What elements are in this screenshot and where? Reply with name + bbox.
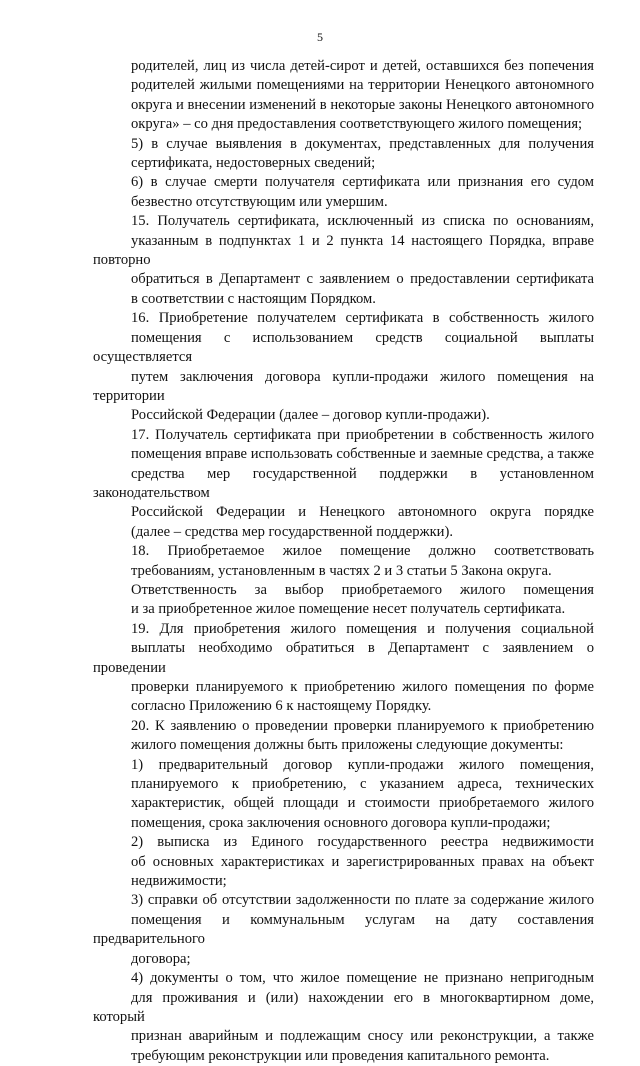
paragraph-p19: [93, 620, 594, 717]
text-line: сертификата, недостоверных сведений;: [131, 155, 376, 172]
text-line: 19. Для приобретения жилого помещения и получения социальной: [131, 620, 594, 637]
text-line: 1) предварительный договор купли-продажи жилого помещения,: [131, 756, 594, 773]
paragraph-p20-1: [93, 756, 594, 834]
page-number: 5: [317, 30, 323, 44]
text-line: планируемого к приобретению, с указанием адреса, технических: [131, 776, 594, 793]
text-line: средства мер государственной поддержки в установленном законодательством: [93, 465, 594, 501]
text-line: Российской Федерации и Ненецкого автономного округа порядке: [131, 504, 594, 521]
text-line: признан аварийным и подлежащим сносу или реконструкции, а также: [131, 1028, 594, 1045]
paragraph-p0-cont: [93, 57, 594, 135]
text-line: указанным в подпунктах 1 и 2 пункта 14 настоящего Порядка, вправе повторно: [93, 232, 594, 269]
text-line: 20. К заявлению о проведении проверки планируемого к приобретению: [131, 717, 594, 734]
text-line: недвижимости;: [131, 873, 227, 890]
text-line: требованиям, установленным в частях 2 и 3 статьи 5 Закона округа.: [131, 562, 552, 579]
text-line: в соответствии с настоящим Порядком.: [131, 290, 376, 307]
text-line: Российской Федерации (далее – договор купли-продажи).: [131, 407, 490, 424]
text-line: округа и внесении изменений в некоторые законы Ненецкого автономного: [131, 96, 594, 113]
text-line: 18. Приобретаемое жилое помещение должно соответствовать: [131, 543, 594, 560]
text-line: требующим реконструкции или проведения капитального ремонта.: [131, 1047, 550, 1064]
text-line: (далее – средства мер государственной поддержки).: [131, 523, 454, 540]
paragraph-p18: [93, 542, 594, 581]
text-line: согласно Приложению 6 к настоящему Порядку.: [131, 698, 432, 715]
text-line: обратиться в Департамент с заявлением о предоставлении сертификата: [131, 271, 594, 288]
text-line: 4) документы о том, что жилое помещение не признано непригодным: [131, 970, 594, 987]
document-body: [93, 57, 594, 1066]
paragraph-p20-2: [93, 833, 594, 891]
text-line: округа» – со дня предоставления соответствующего жилого помещения;: [131, 116, 583, 133]
text-line: об основных характеристиках и зарегистрированных правах на объект: [131, 853, 594, 870]
text-line: родителей жилыми помещениями на территории Ненецкого автономного: [131, 77, 594, 94]
text-line: 5) в случае выявления в документах, представленных для получения: [131, 135, 594, 152]
text-line: договора;: [131, 950, 191, 967]
paragraph-p17: [93, 426, 594, 542]
paragraph-p15: [93, 212, 594, 309]
paragraph-p20-3: [93, 891, 594, 969]
paragraph-p5: [93, 135, 594, 174]
text-line: характеристик, общей площади и стоимости приобретаемого жилого: [131, 795, 594, 812]
text-line: помещения вправе использовать собственные и заемные средства, а также: [131, 446, 594, 463]
text-line: и за приобретенное жилое помещение несет получатель сертификата.: [131, 601, 566, 618]
paragraph-p20: [93, 717, 594, 756]
text-line: родителей, лиц из числа детей-сирот и детей, оставшихся без попечения: [131, 58, 594, 74]
text-line: проверки планируемого к приобретению жилого помещения по форме: [131, 679, 594, 695]
paragraph-p6: [93, 173, 594, 212]
text-line: помещения, срока заключения основного договора купли-продажи;: [131, 814, 551, 831]
text-line: путем заключения договора купли-продажи жилого помещения на территории: [93, 368, 594, 404]
text-line: 6) в случае смерти получателя сертификата или признания его судом: [131, 174, 594, 191]
text-line: Ответственность за выбор приобретаемого жилого помещения: [131, 581, 594, 598]
paragraph-p20-4: [93, 969, 594, 1066]
text-line: 16. Приобретение получателем сертификата в собственность жилого: [131, 310, 594, 327]
text-line: жилого помещения должны быть приложены следующие документы:: [131, 737, 564, 754]
text-line: 17. Получатель сертификата при приобретении в собственность жилого: [131, 426, 594, 443]
text-line: 3) справки об отсутствии задолженности по плате за содержание жилого: [131, 892, 594, 909]
text-line: помещения с использованием средств социальной выплаты осуществляется: [93, 329, 594, 366]
paragraph-p16: [93, 309, 594, 425]
paragraph-p18b: [93, 581, 594, 620]
text-line: выплаты необходимо обратиться в Департамент с заявлением о проведении: [93, 640, 594, 676]
text-line: 15. Получатель сертификата, исключенный из списка по основаниям,: [131, 213, 594, 230]
text-line: безвестно отсутствующим или умершим.: [131, 193, 388, 210]
text-line: для проживания и (или) нахождении его в многоквартирном доме, который: [93, 989, 594, 1025]
text-line: помещения и коммунальным услугам на дату составления предварительного: [93, 911, 594, 948]
text-line: 2) выписка из Единого государственного реестра недвижимости: [131, 834, 594, 851]
